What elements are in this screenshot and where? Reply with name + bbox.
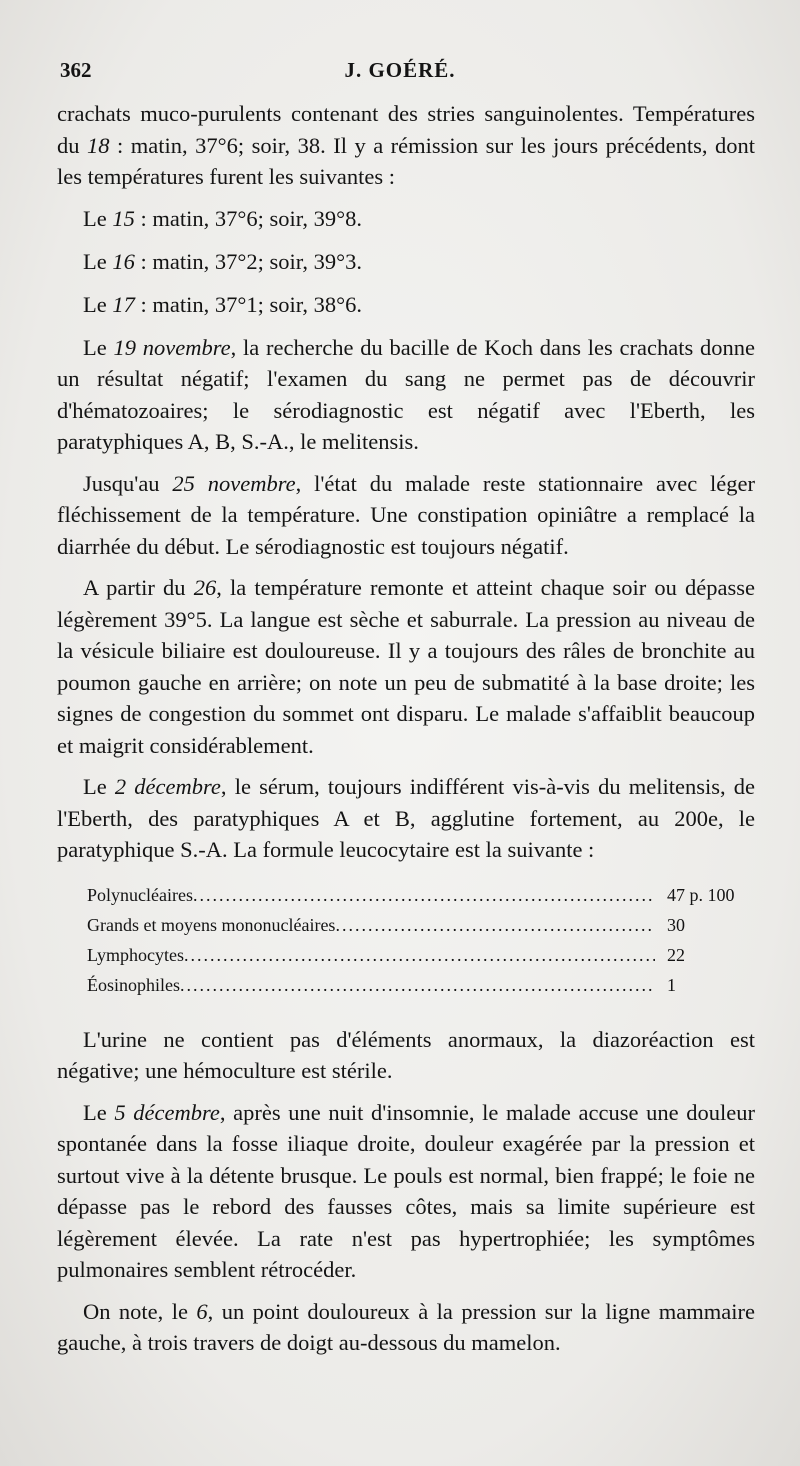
leukocyte-formula-table [57, 880, 755, 1000]
temperature-item: Le 17 : matin, 37°1; soir, 38°6. [83, 291, 362, 317]
paragraph-6: L'urine ne contient pas d'éléments anormaux, la diazoréaction est négative; une hémoculture est stérile. [57, 1026, 755, 1083]
formula-value: 47 p. 100 [667, 884, 735, 905]
paragraph-8: On note, le 6, un point douloureux à la pression sur la ligne mammaire gauche, à trois travers de doigt au-dessous du mamelon. [57, 1298, 755, 1355]
paragraph-2: Le 19 novembre, la recherche du bacille de Koch dans les crachats donne un résultat négatif; l'examen du sang ne permet pas de découvrir d'hématozoaires; le sérodiagnostic est négatif avec l'Eberth, les paratyphiques A, B, S.-A., le melitensis. [57, 334, 755, 454]
formula-label: Polynucléaires [87, 884, 193, 905]
temperature-list [57, 203, 755, 320]
leader-dots [193, 880, 655, 910]
page-number: 362 [60, 58, 92, 82]
leader-dots [180, 970, 655, 1000]
formula-row [87, 940, 755, 970]
paragraph-3: Jusqu'au 25 novembre, l'état du malade reste stationnaire avec léger fléchissement de la température. Une constipation opiniâtre a remplacé la diarrhée du début. Le sérodiagnostic est toujours négatif. [57, 470, 756, 559]
formula-label: Éosinophiles [87, 974, 180, 995]
formula-row [87, 880, 755, 910]
leader-dots [335, 910, 655, 940]
page-header [60, 58, 740, 88]
formula-label: Grands et moyens mononucléaires [87, 914, 336, 935]
temperature-item: Le 16 : matin, 37°2; soir, 39°3. [83, 248, 362, 274]
temperature-item: Le 15 : matin, 37°6; soir, 39°8. [83, 205, 362, 231]
running-head: J. GOÉRÉ. [344, 58, 456, 82]
paragraph-1: crachats muco-purulents contenant des stries sanguinolentes. Températures du 18 : matin, 37°6; soir, 38. Il y a rémission sur les jours précédents, dont les températures furent les suivantes : [57, 101, 755, 189]
formula-row [87, 970, 755, 1000]
formula-value: 30 [667, 914, 685, 935]
formula-row [87, 910, 755, 940]
paragraph-4: A partir du 26, la température remonte et atteint chaque soir ou dépasse légèrement 39°5. La langue est sèche et saburrale. La pression au niveau de la vésicule biliaire est douloureuse. Il y a toujours des râles de bronchite au poumon gauche en arrière; on note un peu de submatité à la base droite; les signes de congestion du sommet ont disparu. Le malade s'affaiblit beaucoup et maigrit considérablement. [57, 575, 755, 758]
paragraph-7: Le 5 décembre, après une nuit d'insomnie, le malade accuse une douleur spontanée dans la fosse iliaque droite, douleur exagérée par la pression et surtout vive à la détente brusque. Le pouls est normal, bien frappé; le foie ne dépasse pas le rebord des fausses côtes, mais sa limite supérieure est légèrement élevée. La rate n'est pas hypertrophiée; les symptômes pulmonaires semblent rétrocéder. [57, 1099, 755, 1282]
paragraph-5: Le 2 décembre, le sérum, toujours indifférent vis-à-vis du melitensis, de l'Eberth, des paratyphiques A et B, agglutine fortement, au 200e, le paratyphique S.-A. La formule leucocytaire est la suivante : [57, 774, 755, 862]
formula-label: Lymphocytes [87, 944, 184, 965]
formula-value: 22 [667, 944, 685, 965]
body-text [57, 98, 755, 1369]
formula-value: 1 [667, 974, 676, 995]
leader-dots [184, 940, 655, 970]
